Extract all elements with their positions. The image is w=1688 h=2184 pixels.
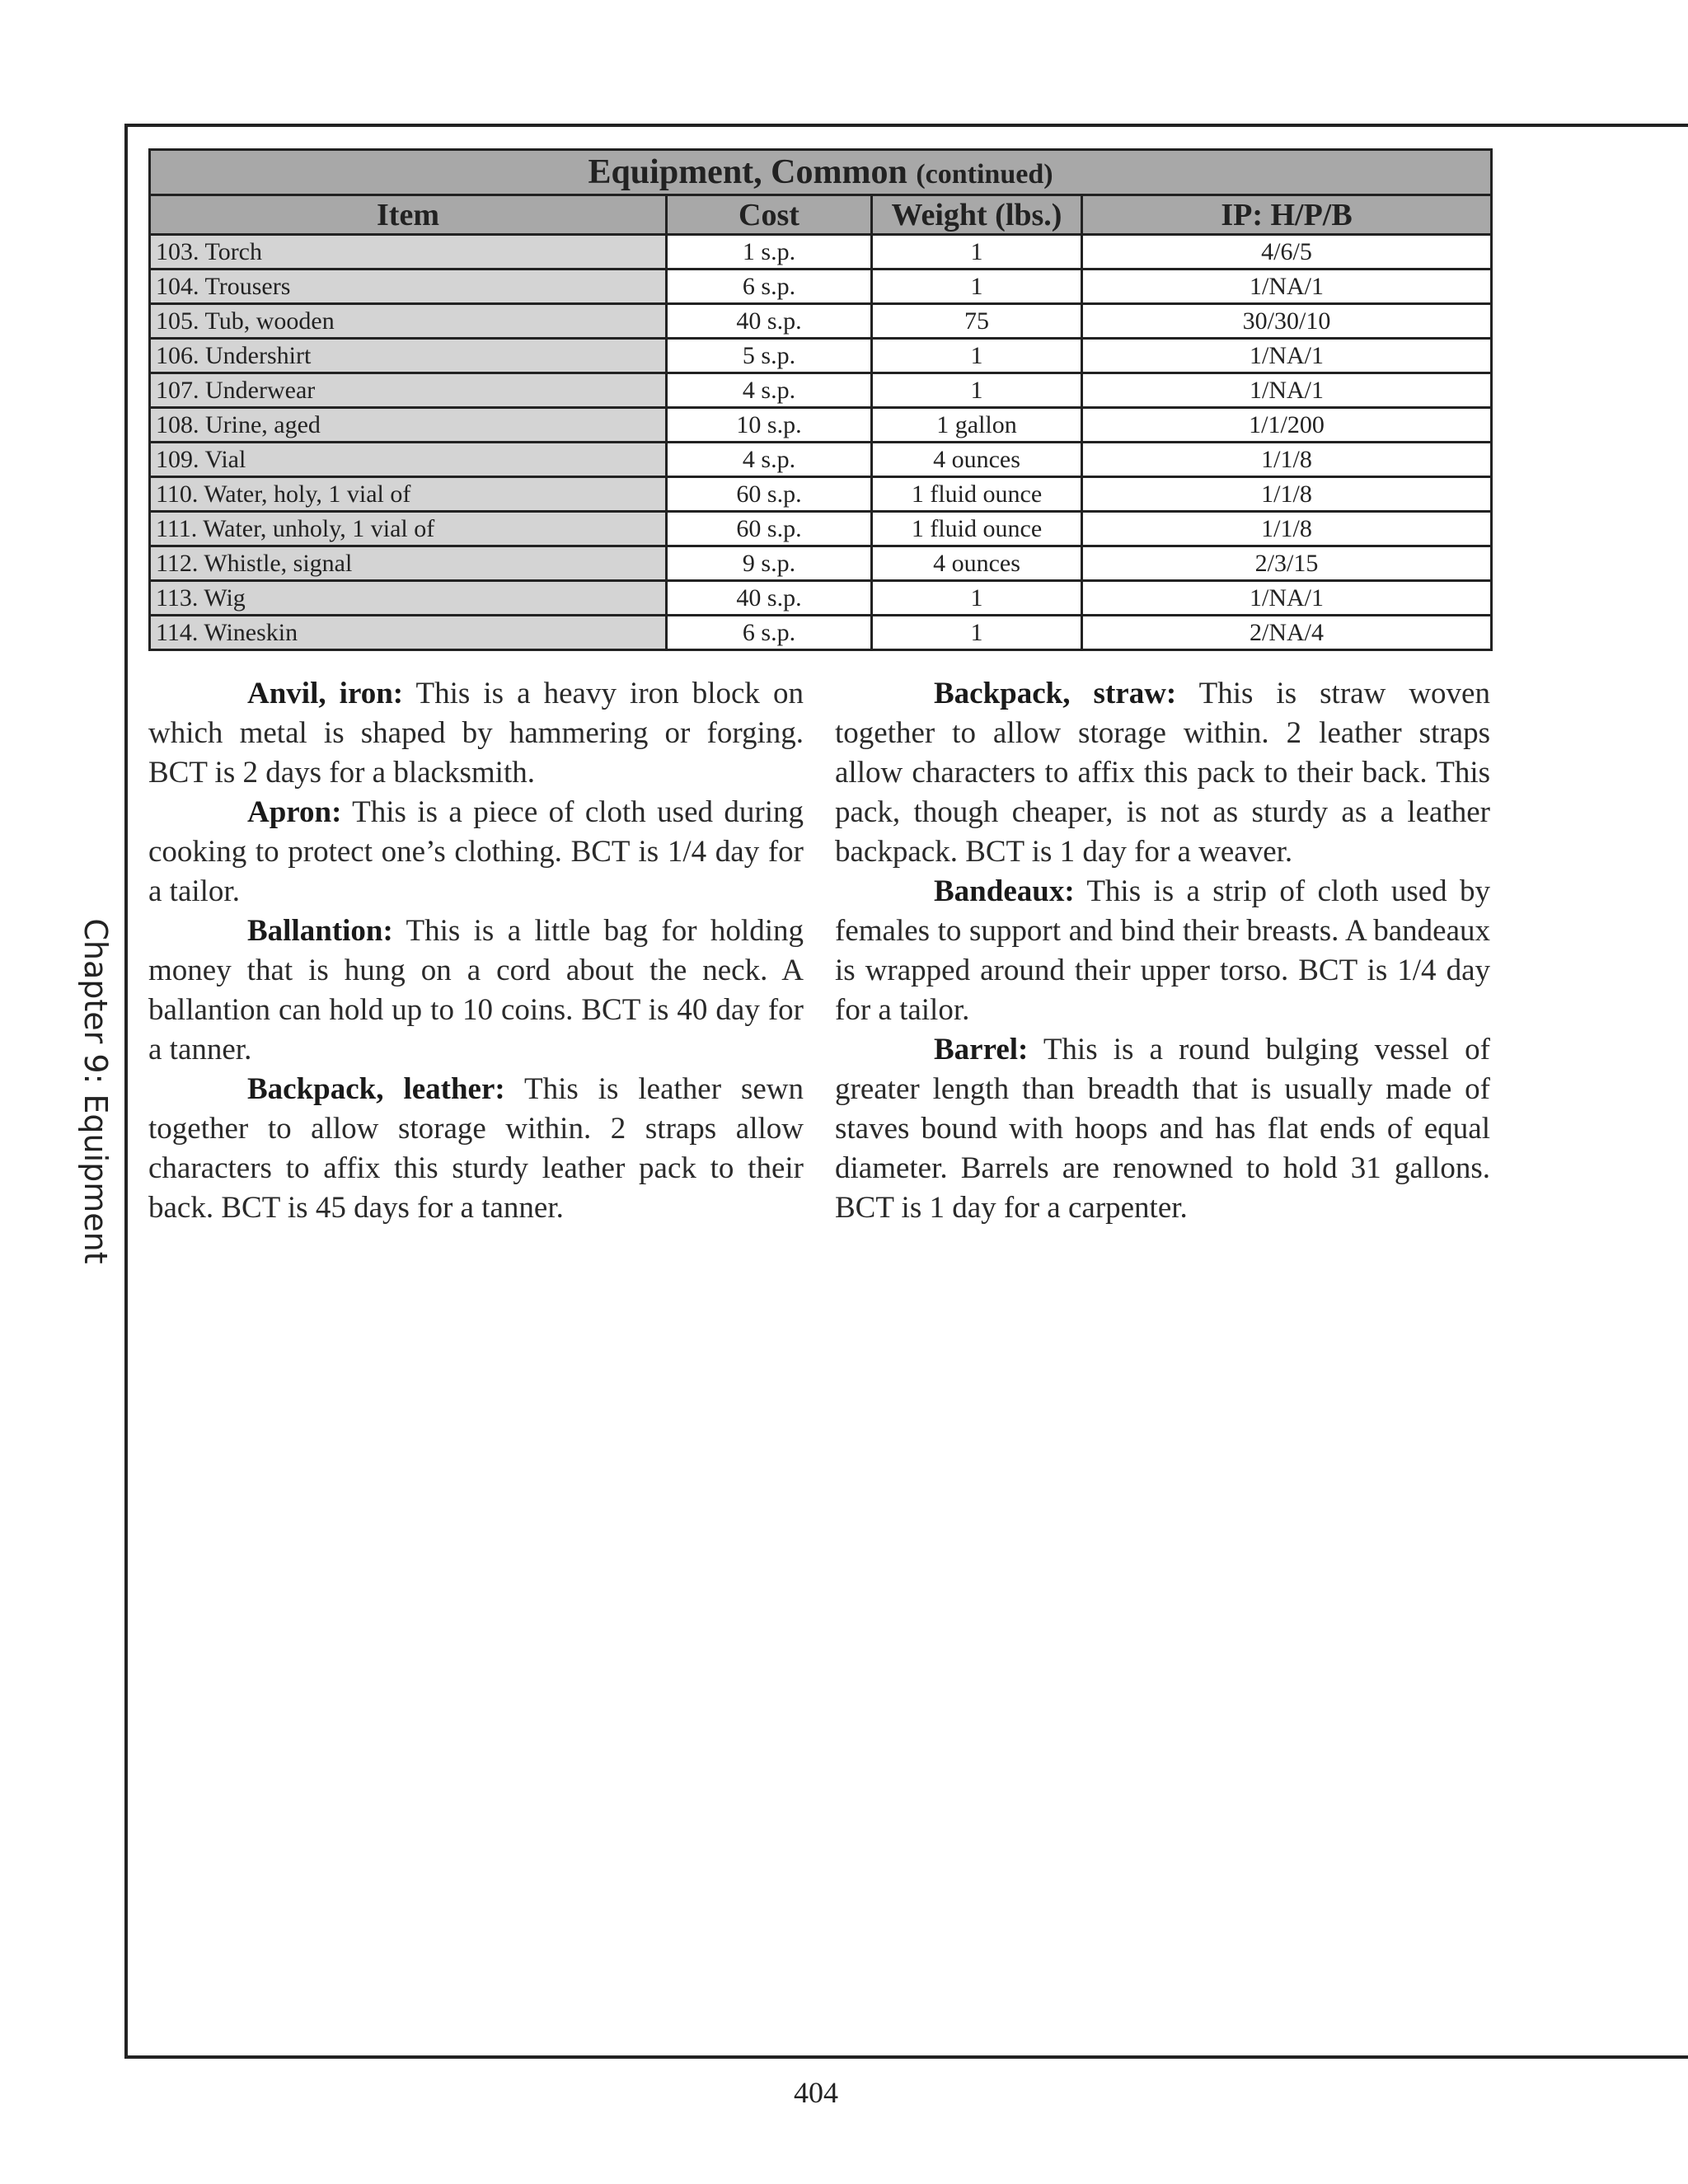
table-row [150, 373, 1492, 408]
cell-weight: 1 [872, 339, 1082, 373]
table-row [150, 477, 1492, 512]
cell-ip: 2/3/15 [1082, 546, 1492, 581]
entry-text: This is a heavy iron block on which metal is shaped by hammering or forging. BCT is 2 days for a blacksmith. [148, 677, 804, 790]
cell-weight: 1 [872, 616, 1082, 650]
table-title-main: Equipment, Common [588, 153, 907, 191]
cell-item: 104. Trousers [150, 269, 667, 304]
cell-item: 105. Tub, wooden [150, 304, 667, 339]
entry-term: Apron: [247, 795, 342, 829]
cell-cost: 60 s.p. [667, 477, 872, 512]
cell-weight: 1 [872, 373, 1082, 408]
cell-item: 106. Undershirt [150, 339, 667, 373]
cell-ip: 1/NA/1 [1082, 373, 1492, 408]
cell-item: 112. Whistle, signal [150, 546, 667, 581]
cell-weight: 75 [872, 304, 1082, 339]
cell-cost: 4 s.p. [667, 373, 872, 408]
cell-cost: 40 s.p. [667, 304, 872, 339]
cell-ip: 2/NA/4 [1082, 616, 1492, 650]
cell-ip: 1/1/200 [1082, 408, 1492, 443]
cell-item: 114. Wineskin [150, 616, 667, 650]
entry-term: Bandeaux: [934, 874, 1075, 908]
cell-cost: 60 s.p. [667, 512, 872, 546]
cell-cost: 9 s.p. [667, 546, 872, 581]
entry-bandeaux [835, 872, 1490, 1030]
column-header-cost: Cost [667, 195, 872, 235]
table-row [150, 269, 1492, 304]
cell-item: 103. Torch [150, 235, 667, 269]
cell-ip: 4/6/5 [1082, 235, 1492, 269]
column-header-item: Item [150, 195, 667, 235]
table-row [150, 512, 1492, 546]
cell-cost: 4 s.p. [667, 443, 872, 477]
table-row [150, 235, 1492, 269]
cell-item: 107. Underwear [150, 373, 667, 408]
cell-ip: 1/NA/1 [1082, 339, 1492, 373]
table-title-suffix: (continued) [916, 159, 1053, 190]
table-row [150, 546, 1492, 581]
cell-ip: 1/NA/1 [1082, 269, 1492, 304]
cell-weight: 1 [872, 581, 1082, 616]
table-row [150, 339, 1492, 373]
equipment-table [148, 148, 1493, 651]
cell-weight: 4 ounces [872, 546, 1082, 581]
entry-term: Ballantion: [247, 914, 393, 948]
column-header-ip: IP: H/P/B [1082, 195, 1492, 235]
left-text-column [148, 674, 804, 1228]
chapter-side-label: Chapter 9: Equipment [77, 918, 114, 1264]
right-text-column [835, 674, 1490, 1228]
cell-ip: 1/1/8 [1082, 512, 1492, 546]
cell-cost: 40 s.p. [667, 581, 872, 616]
cell-weight: 4 ounces [872, 443, 1082, 477]
cell-item: 108. Urine, aged [150, 408, 667, 443]
entry-barrel [835, 1030, 1490, 1228]
cell-weight: 1 fluid ounce [872, 477, 1082, 512]
entry-text: This is a strip of cloth used by females to support and bind their breasts. A bandeaux is wrapped around their upper torso. BCT is 1/4 day for a tailor. [835, 874, 1490, 1027]
cell-weight: 1 fluid ounce [872, 512, 1082, 546]
cell-cost: 1 s.p. [667, 235, 872, 269]
cell-ip: 1/NA/1 [1082, 581, 1492, 616]
page-number: 404 [794, 2076, 838, 2109]
cell-cost: 6 s.p. [667, 616, 872, 650]
entry-term: Backpack, leather: [247, 1072, 505, 1106]
entry-apron [148, 793, 804, 912]
entry-backpack-straw [835, 674, 1490, 872]
entry-text: This is a little bag for holding money that is hung on a cord about the neck. A ballantion can hold up to 10 coins. BCT is 40 day for a tanner. [148, 914, 804, 1066]
cell-weight: 1 [872, 235, 1082, 269]
entry-backpack-leather [148, 1070, 804, 1228]
entry-term: Anvil, iron: [247, 677, 404, 710]
entry-ballantion [148, 912, 804, 1070]
cell-weight: 1 gallon [872, 408, 1082, 443]
cell-cost: 5 s.p. [667, 339, 872, 373]
table-row [150, 443, 1492, 477]
entry-text: This is a round bulging vessel of greater length than breadth that is usually made of staves bound with hoops and has flat ends of equal diameter. Barrels are renowned to hold 31 gallons. BCT is 1 day for a carpenter. [835, 1033, 1490, 1225]
cell-item: 110. Water, holy, 1 vial of [150, 477, 667, 512]
entry-term: Backpack, straw: [934, 677, 1177, 710]
entry-text: This is leather sewn together to allow storage within. 2 straps allow characters to affix this sturdy leather pack to their back. BCT is 45 days for a tanner. [148, 1072, 804, 1225]
table-title [150, 150, 1492, 195]
cell-item: 111. Water, unholy, 1 vial of [150, 512, 667, 546]
table-row [150, 581, 1492, 616]
entry-term: Barrel: [934, 1033, 1029, 1066]
table-row [150, 304, 1492, 339]
cell-ip: 30/30/10 [1082, 304, 1492, 339]
entry-text: This is a piece of cloth used during cooking to protect one’s clothing. BCT is 1/4 day for a tailor. [148, 795, 804, 908]
cell-ip: 1/1/8 [1082, 443, 1492, 477]
table-row [150, 408, 1492, 443]
cell-weight: 1 [872, 269, 1082, 304]
cell-item: 113. Wig [150, 581, 667, 616]
cell-item: 109. Vial [150, 443, 667, 477]
cell-cost: 10 s.p. [667, 408, 872, 443]
column-header-weight: Weight (lbs.) [872, 195, 1082, 235]
cell-ip: 1/1/8 [1082, 477, 1492, 512]
table-body [150, 235, 1492, 650]
cell-cost: 6 s.p. [667, 269, 872, 304]
entry-anvil [148, 674, 804, 793]
table-row [150, 616, 1492, 650]
entry-text: This is straw woven together to allow storage within. 2 leather straps allow characters to affix this pack to their back. This pack, though cheaper, is not as sturdy as a leather backpack. BCT is 1 day for a weaver. [835, 677, 1490, 869]
